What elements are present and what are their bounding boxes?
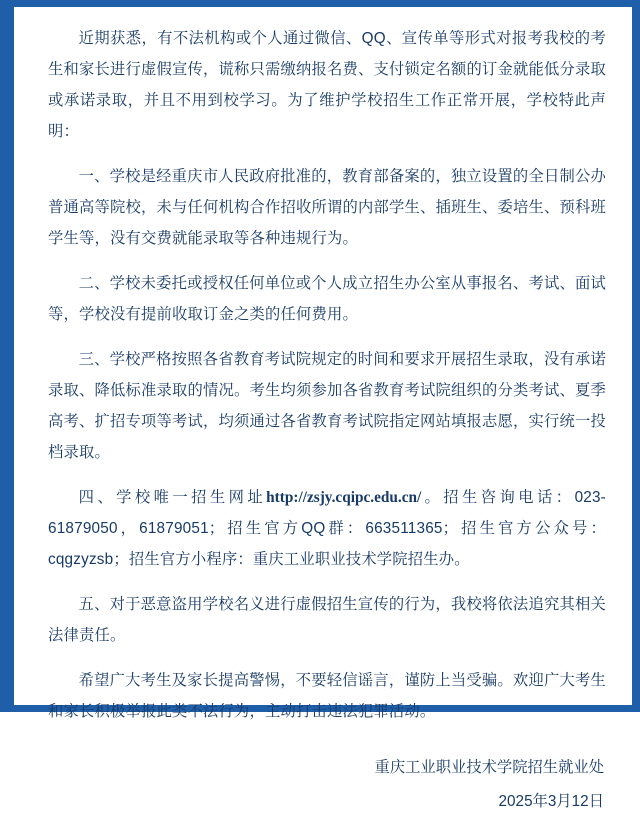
paragraph-four-tail: 。招生咨询电话：023-61879050，61879051；招生官方QQ群：663511365；招生官方公众号：cqgzyzsb；招生官方小程序：重庆工业职业技术学院招生办。	[48, 489, 606, 568]
admissions-website-url[interactable]: http://zsjy.cqipc.edu.cn/	[266, 489, 422, 506]
border-top	[0, 0, 640, 7]
paragraph-item-two: 二、学校未委托或授权任何单位或个人成立招生办公室从事报名、考试、面试等，学校没有提前收取订金之类的任何费用。	[48, 275, 606, 323]
paragraph-item-three: 三、学校严格按照各省教育考试院规定的时间和要求开展招生录取，没有承诺录取、降低标准录取的情况。考生均须参加各省教育考试院组织的分类考试、夏季高考、扩招专项等考试，均须通过各省教育考试院指定网站填报志愿，实行统一投档录取。	[48, 351, 606, 461]
border-left	[0, 0, 14, 712]
notice-body	[14, 7, 632, 810]
paragraph-closing: 希望广大考生及家长提高警惕，不要轻信谣言，谨防上当受骗。欢迎广大考生和家长积极举报此类不法行为，主动打击违法犯罪活动。	[48, 672, 606, 720]
paragraph-four-lead: 四、学校唯一招生网址	[78, 489, 267, 506]
paragraph-intro: 近期获悉，有不法机构或个人通过微信、QQ、宣传单等形式对报考我校的考生和家长进行虚假宣传，谎称只需缴纳报名费、支付锁定名额的订金就能低分录取或承诺录取，并且不用到校学习。为了维护学校招生工作正常开展，学校特此声明：	[48, 30, 606, 140]
paragraph-item-four	[48, 482, 606, 575]
signature-issuer: 重庆工业职业技术学院招生就业处	[374, 759, 604, 776]
paragraph-item-five: 五、对于恶意盗用学校名义进行虚假招生宣传的行为，我校将依法追究其相关法律责任。	[48, 596, 606, 644]
signature-date: 2025年3月12日	[498, 793, 604, 810]
paragraph-item-one: 一、学校是经重庆市人民政府批准的，教育部备案的，独立设置的全日制公办普通高等院校，未与任何机构合作招收所谓的内部学生、插班生、委培生、预科班学生等，没有交费就能录取等各种违规行为。	[48, 168, 606, 247]
border-right	[632, 0, 640, 712]
